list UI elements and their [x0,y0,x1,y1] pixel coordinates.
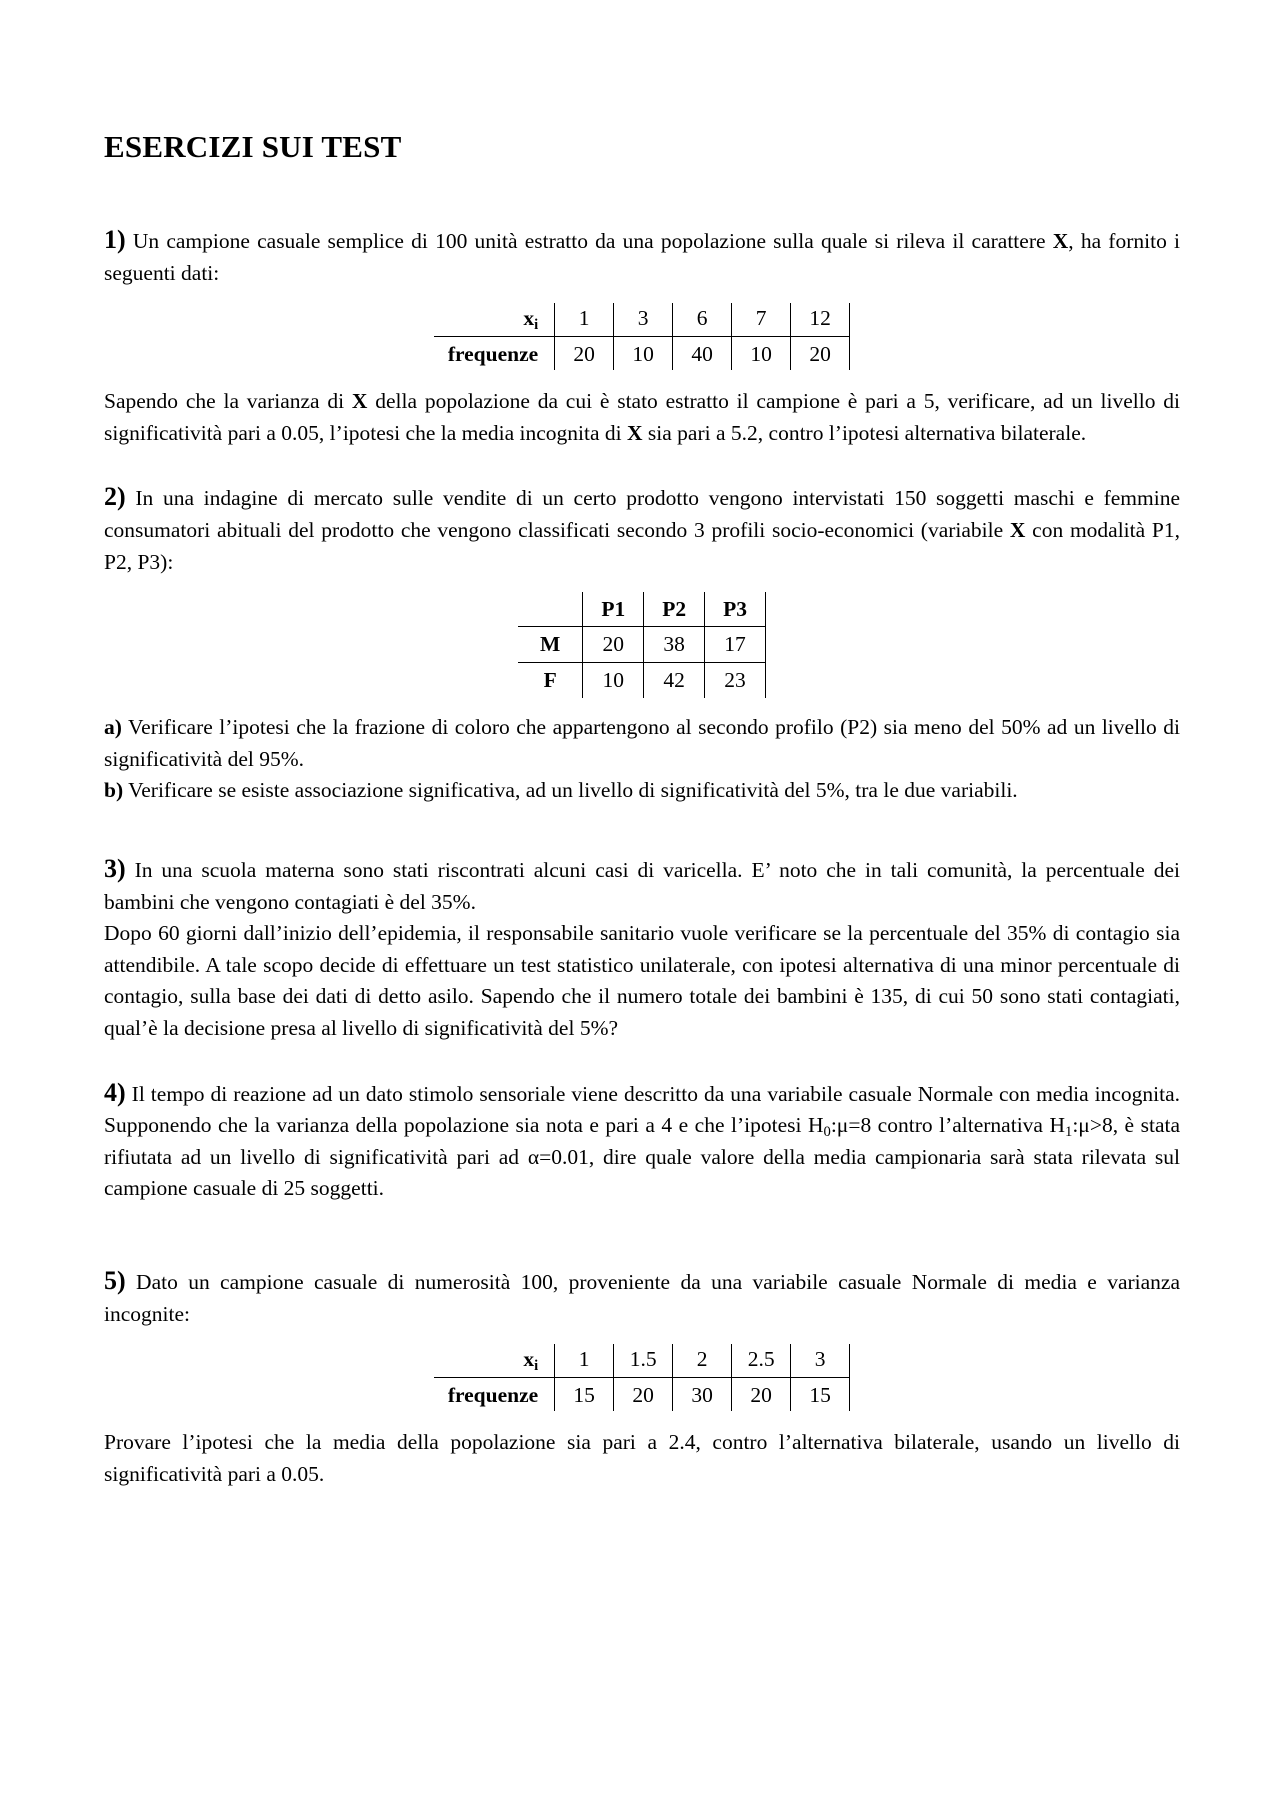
exercise-5-frequency-table-wrapper [104,1344,1180,1411]
exercise-1-question [104,386,1180,449]
table-cell: 10 [614,337,673,371]
exercise-2-intro-text-a: In una indagine di mercato sulle vendite di un certo prodotto vengono intervistati 150 soggetti maschi e femmine consumatori abituali del prodotto che vengono classificati secondo 3 profili socio-economici (variabile [104,486,1180,543]
exercise-4-text-c: :μ>8, è stata rifiutata ad un livello di significatività pari ad α=0.01, dire quale valore della media campionaria sarà stata rilevata sul campione casuale di 25 soggetti. [104,1113,1180,1201]
table-cell: 20 [732,1378,791,1412]
table-cell: 30 [673,1378,732,1412]
row-label-xi [434,1344,555,1378]
exercise-1-number: 1) [104,225,126,255]
spacer [104,453,1180,483]
exercise-1-question-b: della popolazione da cui è stato estratto il campione è pari a 5, verificare, ad un livello di significatività pari a 0.05, l’ipotesi che la media incognita di [104,389,1181,445]
table-row [434,1378,850,1412]
row-label-m: M [518,627,583,663]
row-label-f: F [518,663,583,699]
row-label-xi [434,303,555,337]
table-cell: 20 [614,1378,673,1412]
table-cell: 15 [791,1378,850,1412]
table-cell: 17 [705,627,766,663]
table-cell: 6 [673,303,732,337]
exercise-2-subquestion-a [104,712,1180,775]
table-cell: 1 [555,1344,614,1378]
exercise-2-intro [104,483,1180,578]
exercise-4 [104,1079,1180,1205]
xi-label-text: x [523,1347,535,1372]
table-cell: 7 [732,303,791,337]
exercise-1-question-a: Sapendo che la varianza di [104,389,352,414]
table-header-row [518,592,765,627]
hypothesis-null-subscript: 0 [823,1124,831,1141]
table-cell: 20 [791,337,850,371]
table-cell: 3 [614,303,673,337]
exercise-1-variable-x: X [1052,229,1069,254]
exercise-1-intro-text-a: Un campione casuale semplice di 100 unità estratto da una popolazione sulla quale si rileva il carattere [125,229,1053,254]
table-cell: 10 [732,337,791,371]
table-cell: 2.5 [732,1344,791,1378]
table-row [434,303,850,337]
table-cell: 20 [555,337,614,371]
spacer [104,1209,1180,1267]
subquestion-b-label: b) [104,778,124,803]
column-header-p2: P2 [644,592,705,627]
table-cell: 42 [644,663,705,699]
subquestion-a-label: a) [104,715,122,740]
exercise-2-intro-text-b: con modalità P1, P2, P3): [104,518,1180,574]
exercise-3-number: 3) [104,854,126,884]
exercise-2-variable-x: X [1009,518,1026,543]
row-label-frequenze: frequenze [434,337,555,371]
table-row [434,337,850,371]
table-cell: 40 [673,337,732,371]
xi-label-subscript: i [534,317,539,334]
exercise-2 [104,483,1180,807]
exercise-4-text-a: Il tempo di reazione ad un dato stimolo sensoriale viene descritto da una variabile casuale Normale con media incognita. Supponendo che la varianza della popolazione sia nota e pari a 4 e che l’ipotesi H [104,1081,1180,1138]
exercise-4-number: 4) [104,1077,126,1107]
exercise-2-contingency-table [518,592,766,698]
exercise-3-text-1: In una scuola materna sono stati riscontrati alcuni casi di varicella. E’ noto che in tali comunità, la percentuale dei bambini che vengono contagiati è del 35%. [104,858,1180,914]
exercise-5-question: Provare l’ipotesi che la media della popolazione sia pari a 2.4, contro l’alternativa bilaterale, usando un livello di significatività pari a 0.05. [104,1430,1180,1486]
table-cell: 38 [644,627,705,663]
exercise-1-intro [104,226,1180,289]
column-header-p1: P1 [583,592,644,627]
xi-label-subscript: i [534,1358,539,1375]
table-cell: 20 [583,627,644,663]
spacer [104,811,1180,855]
exercise-5-intro-text: Dato un campione casuale di numerosità 100, proveniente da una variabile casuale Normale di media e varianza incognite: [104,1269,1180,1326]
table-cell: 10 [583,663,644,699]
column-header-p3: P3 [705,592,766,627]
exercise-1-question-c: sia pari a 5.2, contro l’ipotesi alternativa bilaterale. [642,420,1087,445]
hypothesis-alt-subscript: 1 [1065,1124,1073,1141]
exercise-1 [104,226,1180,449]
subquestion-a-text: Verificare l’ipotesi che la frazione di coloro che appartengono al secondo profilo (P2) sia meno del 50% ad un livello di significatività del 95%. [104,715,1180,771]
row-label-frequenze: frequenze [434,1378,555,1412]
table-cell: 2 [673,1344,732,1378]
exercise-1-frequency-table [434,303,850,370]
table-cell: 23 [705,663,766,699]
exercise-3 [104,855,1180,1045]
exercise-5 [104,1267,1180,1490]
exercise-2-number: 2) [104,482,126,512]
table-cell: 1 [555,303,614,337]
exercise-1-variable-x-2: X [351,389,368,414]
exercise-5-number: 5) [104,1265,126,1295]
exercise-3-paragraph-1 [104,855,1180,918]
table-row [518,663,765,699]
xi-label-text: x [523,306,535,331]
exercise-5-intro [104,1267,1180,1330]
table-cell: 3 [791,1344,850,1378]
subquestion-b-text: Verificare se esiste associazione significativa, ad un livello di significatività del 5%, tra le due variabili. [123,778,1018,803]
exercise-5-frequency-table [434,1344,850,1411]
table-row [434,1344,850,1378]
exercise-1-intro-text-b: , ha fornito i seguenti dati: [104,229,1180,285]
page-title: ESERCIZI SUI TEST [104,129,402,164]
table-row [518,627,765,663]
table-cell: 12 [791,303,850,337]
table-corner-cell [518,592,583,627]
exercise-2-contingency-table-wrapper [104,592,1180,698]
table-cell: 1.5 [614,1344,673,1378]
exercise-2-subquestion-b [104,775,1180,807]
exercise-3-paragraph-2: Dopo 60 giorni dall’inizio dell’epidemia, il responsabile sanitario vuole verificare se la percentuale del 35% di contagio sia attendibile. A tale scopo decide di effettuare un test statistico unilaterale, con ipotesi alternativa di una minor percentuale di contagio, sulla base dei dati di detto asilo. Sapendo che il numero totale dei bambini è 135, di cui 50 sono stati contagiati, qual’è la decisione presa al livello di significatività del 5%? [104,921,1180,1040]
table-cell: 15 [555,1378,614,1412]
exercise-1-frequency-table-wrapper [104,303,1180,370]
exercise-4-text-b: :μ=8 contro l’alternativa H [830,1113,1065,1138]
exercise-1-variable-x-3: X [627,420,643,445]
exercise-4-paragraph [104,1079,1180,1205]
spacer [104,1049,1180,1079]
